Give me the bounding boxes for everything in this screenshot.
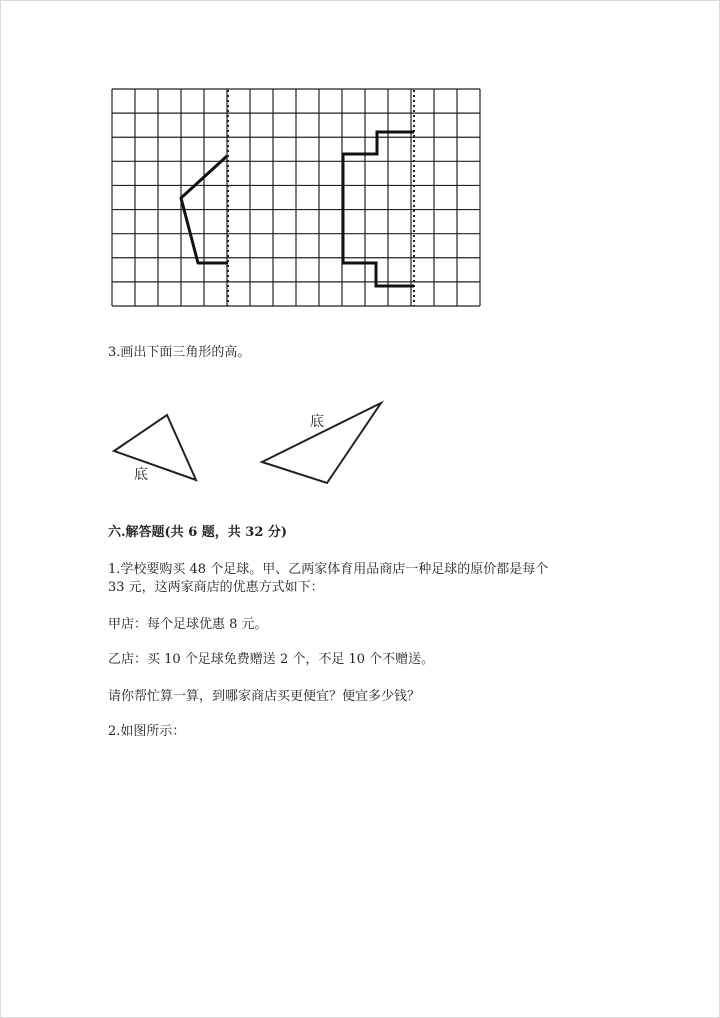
triangles-figure: [100, 395, 400, 495]
question-1-line-1: 1.学校要购买 48 个足球。甲、乙两家体育用品商店一种足球的原价都是每个: [108, 562, 549, 577]
grid-lines: [112, 89, 480, 306]
section-6-heading: 六.解答题(共 6 题，共 32 分): [108, 525, 288, 540]
triangle-left-base-label: 底: [134, 467, 148, 483]
question-1-ask: 请你帮忙算一算，到哪家商店买更便宜？便宜多少钱？: [108, 689, 421, 704]
question-2-label: 2.如图所示：: [108, 724, 186, 739]
triangle-left: [114, 415, 196, 480]
triangle-right-base-label: 底: [310, 414, 324, 430]
shop-b-offer: 乙店：买 10 个足球免费赠送 2 个，不足 10 个不赠送。: [108, 652, 435, 667]
symmetry-grid-figure: [100, 80, 490, 312]
question-3-label: 3.画出下面三角形的高。: [108, 345, 251, 360]
question-1-line-2: 33 元，这两家商店的优惠方式如下：: [108, 580, 324, 595]
shop-a-offer: 甲店：每个足球优惠 8 元。: [108, 617, 268, 632]
